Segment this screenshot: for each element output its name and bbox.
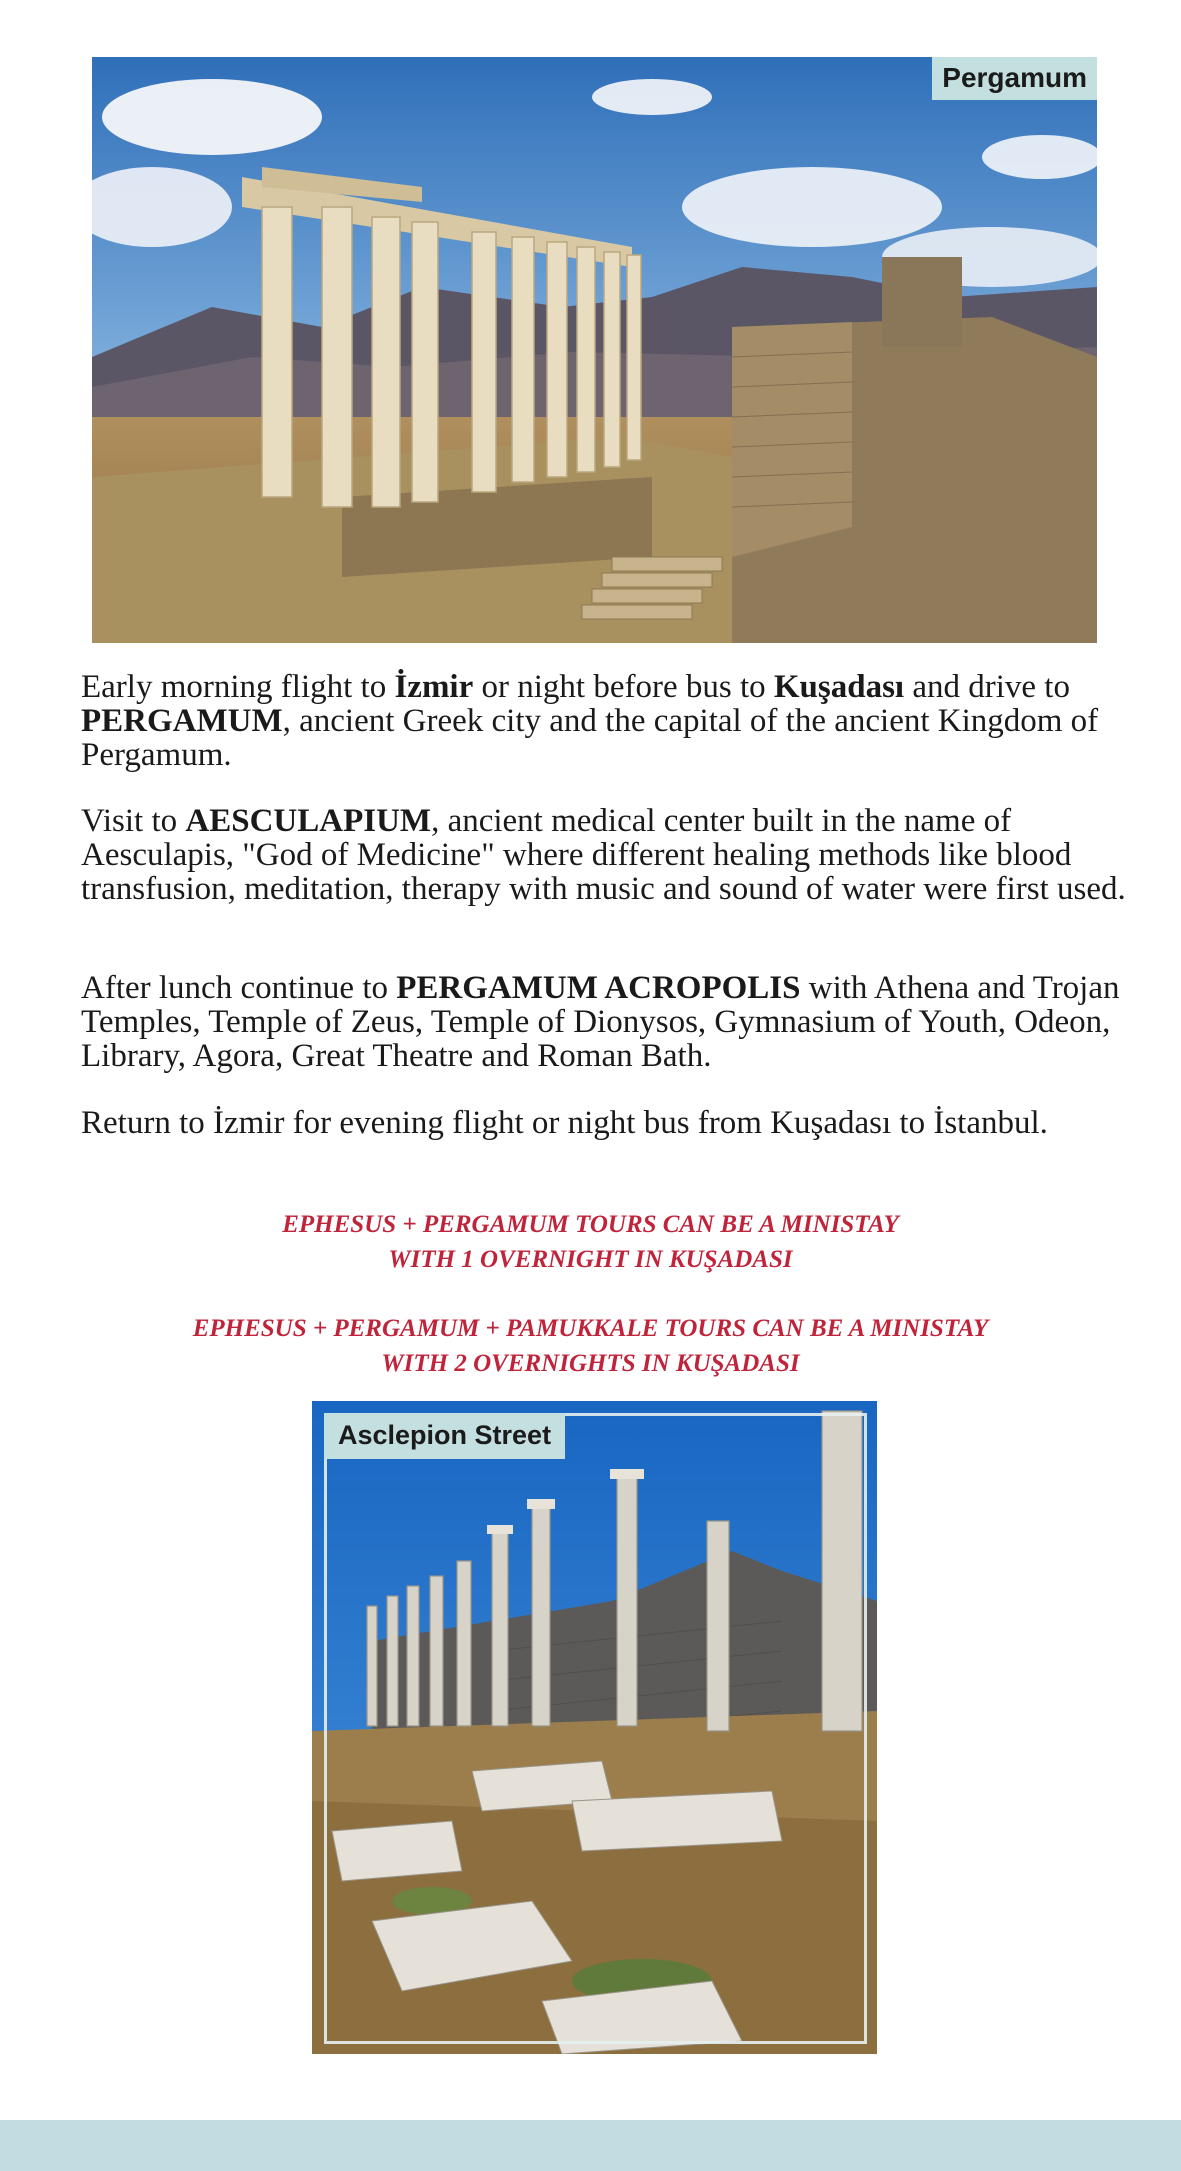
itinerary-paragraph-1 bbox=[81, 670, 1161, 772]
itinerary-paragraph-4 bbox=[81, 1106, 1161, 1140]
ministay-note-2 bbox=[0, 1311, 1181, 1381]
text-segment: , ancient Greek city and the capital of the ancient Kingdom of Pergamum. bbox=[81, 703, 1099, 773]
note-line: WITH 1 OVERNIGHT IN KUŞADASI bbox=[388, 1246, 793, 1273]
text-segment: , ancient medical center built in the name of Aesculapis, "God of Medicine" where different healing methods like blood transfusion, meditation, therapy with music and sound of water were first used. bbox=[81, 803, 1126, 907]
text-segment: Return to İzmir for evening flight or night bus from Kuşadası to İstanbul. bbox=[81, 1105, 1048, 1141]
ministay-note-1 bbox=[0, 1207, 1181, 1277]
bold-site: PERGAMUM ACROPOLIS bbox=[396, 970, 801, 1006]
note-line: EPHESUS + PERGAMUM TOURS CAN BE A MINISTAY bbox=[282, 1211, 899, 1238]
text-segment: or night before bus to bbox=[473, 669, 774, 705]
note-line: WITH 2 OVERNIGHTS IN KUŞADASI bbox=[381, 1350, 800, 1377]
bold-city: Kuşadası bbox=[773, 669, 905, 705]
text-segment: Visit to bbox=[81, 803, 186, 839]
itinerary-paragraph-2 bbox=[81, 804, 1161, 906]
asclepion-illustration bbox=[312, 1401, 877, 2054]
text-segment: After lunch continue to bbox=[81, 970, 397, 1006]
pergamum-photo bbox=[92, 57, 1097, 643]
bold-site: AESCULAPIUM bbox=[185, 803, 432, 839]
itinerary-paragraph-3 bbox=[81, 971, 1161, 1073]
photo-caption: Pergamum bbox=[932, 57, 1097, 100]
asclepion-photo bbox=[312, 1401, 877, 2054]
bold-city: İzmir bbox=[394, 669, 474, 705]
footer-band bbox=[0, 2120, 1181, 2171]
text-segment: Early morning flight to bbox=[81, 669, 395, 705]
note-line: EPHESUS + PERGAMUM + PAMUKKALE TOURS CAN BE A MINISTAY bbox=[192, 1315, 989, 1342]
text-segment: and drive to bbox=[904, 669, 1070, 705]
photo-caption: Asclepion Street bbox=[324, 1413, 565, 1459]
text-segment: with Athena and Trojan Temples, Temple of Zeus, Temple of Dionysos, Gymnasium of Youth, Odeon, Library, Agora, Great Theatre and Roman Bath. bbox=[81, 970, 1120, 1074]
pergamum-illustration bbox=[92, 57, 1097, 643]
bold-site: PERGAMUM bbox=[81, 703, 283, 739]
